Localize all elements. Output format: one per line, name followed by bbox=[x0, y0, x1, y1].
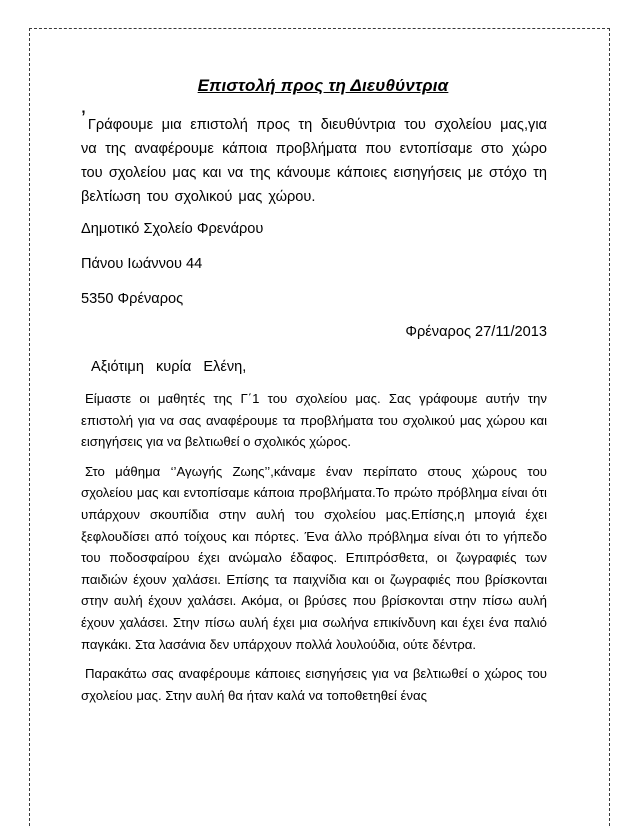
address-town: 5350 Φρέναρος bbox=[81, 291, 184, 307]
intro-mark: ’ bbox=[81, 106, 86, 131]
body-paragraph-1: Είμαστε οι μαθητές της Γ΄1 του σχολείου μας. Σας γράφουμε αυτήν την επιστολή για να σας αναφέρουμε τα προβλήματα του σχολικού μας χώρου και εισηγήσεις για να βελτιωθεί ο σχολικός χώρος. bbox=[81, 391, 547, 450]
letter-date: Φρέναρος 27/11/2013 bbox=[405, 324, 547, 340]
intro-text: Γράφουμε μια επιστολή προς τη διευθύντρια του σχολείου μας,για να της αναφέρουμε κάποια προβλήματα που εντοπίσαμε στο χώρο του σχολείου μας και να της κάνουμε κάποιες εισηγήσεις με στόχο τη βελτίωση του σχολικού μας χώρου. bbox=[81, 117, 547, 205]
intro-paragraph bbox=[81, 106, 547, 209]
body-paragraph-2: Στο μάθημα ‘’Αγωγής Ζωης’’,κάναμε έναν περίπατο στους χώρους του σχολείου μας και εντοπίσαμε κάποια προβλήματα.Το πρώτο πρόβλημα είναι ότι υπάρχουν σκουπίδια στην αυλή του σχολείου μας.Επίσης,η μπογιά έχει ξεφλουδίσει από τοίχους και πόρτες. Ένα άλλο πρόβλημα είναι ότι το γήπεδο του ποδοσφαίρου έχει ανώμαλο έδαφος. Επιπρόσθετα, οι ζωγραφιές των παιδιών έχουν χαλάσει. Επίσης τα παιχνίδια και οι ζωγραφιές που βρίσκονται στην αυλή έχουν χαλάσει. Ακόμα, οι βρύσες που βρίσκονται στην πίσω αυλή έχουν χαλάσει. Στην πίσω αυλή έχει μια σωλήνα επικίνδυνη και έχει ένα παλιό παγκάκι. Στα λασάνια δεν υπάρχουν πολλά λουλούδια, ούτε δέντρα. bbox=[81, 463, 547, 652]
letter-body bbox=[81, 76, 547, 706]
body-paragraph-3: Παρακάτω σας αναφέρουμε κάποιες εισηγήσεις για να βελτιωθεί ο χώρος του σχολείου μας. Στην αυλή θα ήταν καλά να τοποθετηθεί ένας bbox=[81, 666, 547, 703]
address-school: Δημοτικό Σχολείο Φρενάρου bbox=[81, 221, 264, 237]
address-street: Πάνου Ιωάννου 44 bbox=[81, 256, 203, 272]
letter-greeting: Αξιότιμη κυρία Ελένη, bbox=[91, 359, 247, 375]
letter-title: Επιστολή προς τη Διευθύντρια bbox=[197, 76, 449, 95]
